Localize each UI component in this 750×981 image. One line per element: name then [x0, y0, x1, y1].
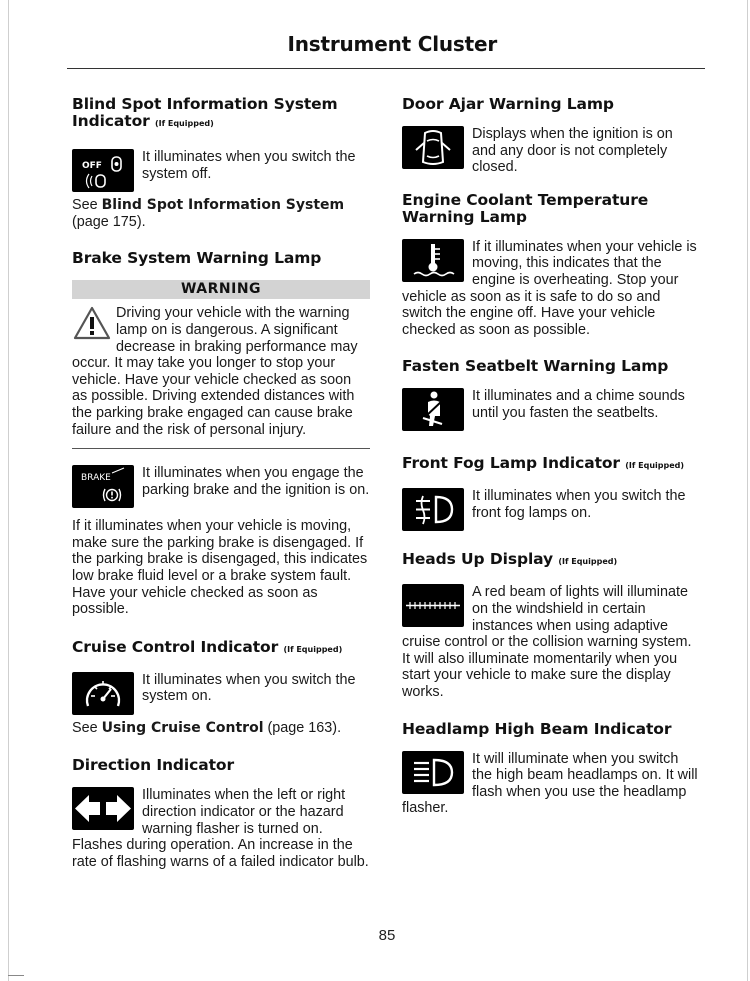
- fog-lamp-description: It illuminates when you switch the front fog lamps on.: [472, 488, 686, 521]
- cruise-description: It illuminates when you switch the system on.: [142, 671, 356, 705]
- seatbelt-icon: [402, 388, 464, 431]
- seatbelt-description: It illuminates and a chime sounds until you fasten the seatbelts.: [472, 388, 685, 421]
- blind-spot-off-icon: [72, 149, 134, 192]
- section-direction-indicator: [72, 757, 370, 870]
- direction-description: Illuminates when the left or right direction indicator or the hazard warning flasher is turned on. Flashes during operation. An increase in the rate of flashing warns of a failed indicator bulb.: [72, 787, 369, 870]
- section-heading: Blind Spot Information System Indicator (If Equipped): [72, 95, 338, 130]
- section-heading: Brake System Warning Lamp: [72, 249, 322, 268]
- section-heading: Headlamp High Beam Indicator: [402, 719, 672, 738]
- heads-up-display-icon: [402, 584, 464, 627]
- page-edge-left: [8, 0, 9, 981]
- hud-description: A red beam of lights will illuminate on the windshield in certain instances when using adaptive cruise control or the collision warning system. It will also illuminate momentarily when you start your vehicle to make sure the display works.: [402, 584, 692, 700]
- warning-end-rule: [72, 448, 370, 449]
- crop-mark: [8, 975, 24, 976]
- blind-spot-reference: See Blind Spot Information System (page 175).: [72, 197, 345, 230]
- brake-description: It illuminates when you engage the parking brake and the ignition is on.: [142, 465, 370, 498]
- section-engine-coolant: [402, 192, 700, 339]
- high-beam-icon: [402, 751, 464, 794]
- section-heading: Fasten Seatbelt Warning Lamp: [402, 357, 669, 376]
- brake-icon-label: BRAKE: [81, 473, 111, 484]
- front-fog-lamp-icon: [402, 488, 464, 531]
- blind-spot-icon-label: OFF: [82, 161, 102, 171]
- section-heading: Front Fog Lamp Indicator (If Equipped): [402, 454, 685, 473]
- if-equipped-tag: (If Equipped): [558, 557, 618, 567]
- coolant-description: If it illuminates when your vehicle is moving, this indicates that the engine is overheating. Stop your vehicle as soon as it is safe to do so and switch the engine off. Have your vehicle checked as soon as possible.: [402, 238, 697, 338]
- blind-spot-description: It illuminates when you switch the system off.: [142, 149, 356, 182]
- section-heading: Engine Coolant Temperature Warning Lamp: [402, 190, 649, 226]
- if-equipped-tag: (If Equipped): [283, 644, 343, 654]
- cruise-control-icon: [72, 672, 134, 715]
- cruise-reference: See Using Cruise Control (page 163).: [72, 719, 342, 736]
- section-door-ajar: [402, 96, 700, 176]
- section-blind-spot: [72, 96, 370, 230]
- page-number: 85: [378, 927, 396, 944]
- high-beam-description: It will illuminate when you switch the high beam headlamps on. It will flash when you use the headlamp flasher.: [402, 750, 698, 817]
- section-heading: Door Ajar Warning Lamp: [402, 95, 614, 113]
- warning-triangle-icon: [72, 305, 112, 341]
- cruise-control-link[interactable]: Using Cruise Control: [101, 719, 264, 736]
- door-ajar-icon: [402, 126, 464, 169]
- right-column: [402, 96, 700, 817]
- coolant-temperature-icon: [402, 239, 464, 282]
- page-title: Instrument Cluster: [287, 32, 497, 56]
- warning-banner: WARNING: [72, 280, 370, 299]
- section-cruise-control: [72, 639, 370, 737]
- section-brake: [72, 250, 370, 617]
- section-heading: Direction Indicator: [72, 756, 234, 775]
- blind-spot-link[interactable]: Blind Spot Information System: [101, 197, 345, 214]
- section-high-beam: [402, 721, 700, 817]
- section-front-fog-lamp: [402, 455, 700, 535]
- brake-details: If it illuminates when your vehicle is moving, make sure the parking brake is disengaged. If the parking brake is disengaged, this indicates low brake fluid level or a brake system fault. Have your vehicle checked as soon as possible.: [72, 518, 368, 618]
- left-column: [72, 96, 370, 870]
- direction-arrows-icon: [72, 787, 134, 830]
- if-equipped-tag: (If Equipped): [625, 461, 685, 471]
- section-heading: Cruise Control Indicator (If Equipped): [72, 637, 343, 656]
- brake-warning-icon: [72, 465, 134, 508]
- door-ajar-description: Displays when the ignition is on and any door is not completely closed.: [472, 126, 673, 176]
- if-equipped-tag: (If Equipped): [154, 119, 214, 128]
- brake-warning-text: Driving your vehicle with the warning lamp on is dangerous. A significant decrease in braking performance may occur. It may take you longer to stop your vehicle. Have your vehicle checked as soon as possible. Driving extended distances with the parking brake engaged can cause brake failure and the risk of personal injury.: [72, 305, 358, 438]
- section-fasten-seatbelt: [402, 358, 700, 435]
- page-edge-right: [747, 0, 748, 981]
- section-heads-up-display: [402, 551, 700, 700]
- header-rule: [67, 68, 705, 69]
- section-heading: Heads Up Display (If Equipped): [402, 550, 618, 569]
